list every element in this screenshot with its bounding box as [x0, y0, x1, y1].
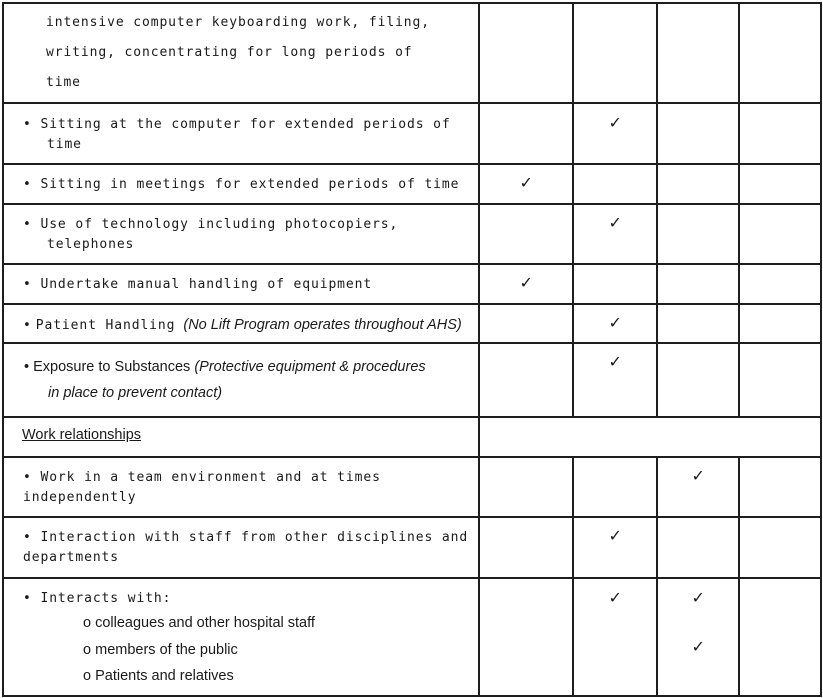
rating-cell-3	[657, 103, 740, 164]
task-note: in place to prevent contact)	[48, 385, 223, 401]
rating-cell-1	[479, 103, 574, 164]
rating-cell-2	[573, 578, 657, 696]
rating-cell-3	[657, 3, 740, 103]
check-icon: ✓	[691, 637, 705, 656]
task-cell	[3, 3, 479, 103]
check-icon: ✓	[608, 588, 622, 607]
task-cell	[3, 457, 479, 517]
task-text: Use of technology including photocopiers,	[40, 217, 399, 232]
check-icon: ✓	[608, 352, 622, 371]
bullet: •	[24, 359, 30, 375]
task-text: Exposure to Substances	[33, 359, 191, 375]
rating-cell-1	[479, 264, 574, 304]
table-row	[3, 517, 821, 578]
task-text-line: intensive computer keyboarding work, filing,	[46, 15, 430, 30]
task-cell	[3, 304, 479, 343]
section-title: Work relationships	[22, 427, 142, 443]
bullet: •	[23, 591, 32, 606]
table-row	[3, 457, 821, 517]
sub-list	[23, 610, 478, 690]
table-row	[3, 264, 821, 304]
table-row	[3, 343, 821, 417]
task-text: independently	[23, 490, 137, 505]
sub-list-item: o colleagues and other hospital staff	[83, 615, 315, 631]
bullet: •	[23, 470, 32, 485]
check-icon: ✓	[608, 113, 622, 132]
rating-cell-2	[573, 517, 657, 578]
sub-bullet: o	[83, 668, 92, 684]
task-note: (No Lift Program operates throughout AHS)	[183, 317, 462, 333]
rating-cell-4	[739, 204, 821, 264]
rating-cell-2	[573, 164, 657, 204]
table-row	[3, 103, 821, 164]
rating-cell-2	[573, 3, 657, 103]
rating-cell-1	[479, 517, 574, 578]
rating-cell-4	[739, 578, 821, 696]
rating-cell-2	[573, 343, 657, 417]
rating-cell-3	[657, 457, 740, 517]
task-text: telephones	[47, 237, 135, 252]
task-text: Sitting in meetings for extended periods of time	[40, 177, 460, 192]
task-cell	[3, 578, 479, 696]
check-icon: ✓	[608, 526, 622, 545]
bullet: •	[23, 217, 32, 232]
sub-list-item: o members of the public	[83, 641, 238, 658]
task-text: Interacts with:	[40, 591, 172, 606]
rating-cell-4	[739, 264, 821, 304]
rating-cell-4	[739, 343, 821, 417]
check-icon: ✓	[608, 213, 622, 232]
check-icon: ✓	[608, 313, 622, 332]
task-cell	[3, 264, 479, 304]
rating-cell-1	[479, 343, 574, 417]
task-cell	[3, 103, 479, 164]
rating-cell-1	[479, 457, 574, 517]
bullet: •	[23, 117, 32, 132]
rating-cell-3	[657, 204, 740, 264]
rating-cell-4	[739, 103, 821, 164]
rating-cell-2	[573, 264, 657, 304]
rating-cell-4	[739, 457, 821, 517]
task-text: Undertake manual handling of equipment	[40, 277, 373, 292]
rating-cell-3	[657, 578, 740, 696]
rating-cell-1	[479, 204, 574, 264]
task-cell	[3, 164, 479, 204]
rating-cell-2	[573, 457, 657, 517]
task-text: time	[47, 137, 82, 152]
rating-cell-3	[657, 517, 740, 578]
rating-cell-3	[657, 264, 740, 304]
rating-cell-4	[739, 164, 821, 204]
task-note: (Protective equipment & procedures	[194, 359, 426, 375]
sub-bullet: o	[83, 641, 92, 658]
table-row	[3, 164, 821, 204]
task-text: departments	[23, 550, 119, 565]
rating-cell-1	[479, 304, 574, 343]
task-text: Patient Handling	[35, 318, 176, 333]
task-text-line: time	[46, 75, 81, 90]
task-text: Work in a team environment and at times	[40, 470, 381, 485]
rating-cell-4	[739, 3, 821, 103]
table-row-section-header	[3, 417, 821, 457]
task-cell	[3, 204, 479, 264]
bullet: •	[23, 177, 32, 192]
task-text: Sitting at the computer for extended periods of	[40, 117, 451, 132]
check-icon: ✓	[691, 588, 705, 607]
rating-cell-2	[573, 103, 657, 164]
sub-list-item: o Patients and relatives	[83, 668, 234, 684]
bullet: •	[23, 277, 32, 292]
physical-demands-table	[2, 2, 822, 697]
bullet: •	[23, 530, 32, 545]
rating-cell-1	[479, 164, 574, 204]
table-row	[3, 578, 821, 696]
sub-bullet: o	[83, 615, 92, 631]
task-cell	[3, 517, 479, 578]
check-icon: ✓	[519, 273, 533, 292]
rating-cell-2	[573, 204, 657, 264]
table-row	[3, 3, 821, 103]
check-icon: ✓	[691, 466, 705, 485]
bullet: •	[23, 318, 32, 333]
rating-cell-3	[657, 304, 740, 343]
merged-rating-cell	[479, 417, 821, 457]
rating-cell-3	[657, 343, 740, 417]
task-text-line: writing, concentrating for long periods of	[46, 45, 413, 60]
rating-cell-4	[739, 517, 821, 578]
table-row	[3, 304, 821, 343]
rating-cell-1	[479, 578, 574, 696]
task-cell	[3, 343, 479, 417]
task-text: Interaction with staff from other disciplines and	[40, 530, 469, 545]
rating-cell-4	[739, 304, 821, 343]
table-row	[3, 204, 821, 264]
section-title-cell	[3, 417, 479, 457]
rating-cell-1	[479, 3, 574, 103]
rating-cell-2	[573, 304, 657, 343]
check-icon: ✓	[519, 173, 533, 192]
rating-cell-3	[657, 164, 740, 204]
